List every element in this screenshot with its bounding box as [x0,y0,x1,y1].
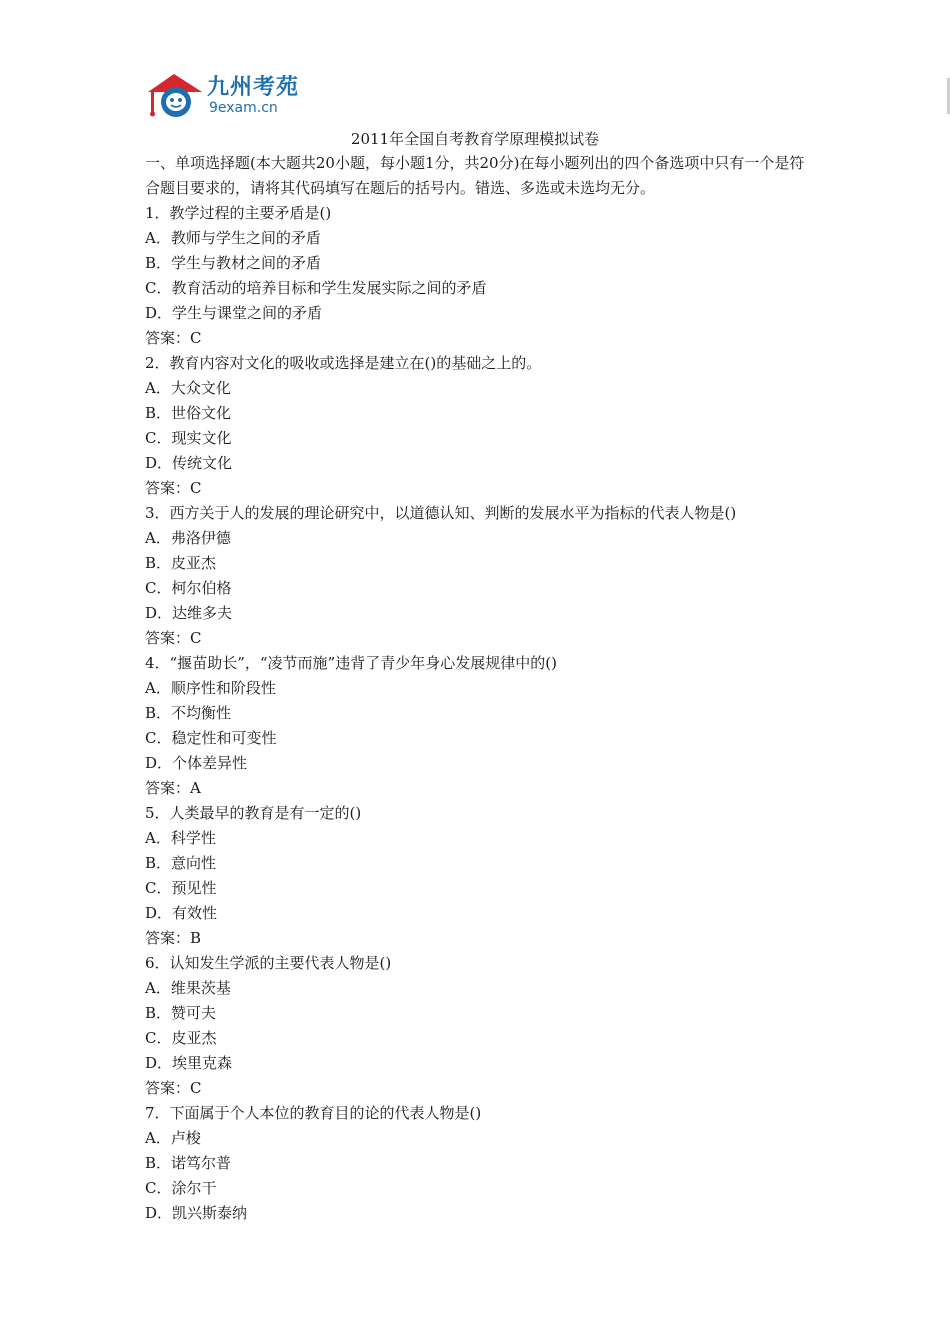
question-list [145,201,815,1226]
question-stem: 2．教育内容对文化的吸收或选择是建立在()的基础之上的。 [145,354,542,372]
answer-option: A．教师与学生之间的矛盾 [145,229,321,247]
answer-key: 答案：B [145,929,202,947]
answer-option: C．预见性 [145,879,217,897]
logo-site: 9exam.cn [209,100,278,116]
answer-option: C．教育活动的培养目标和学生发展实际之间的矛盾 [145,279,487,297]
answer-option: C．现实文化 [145,429,232,447]
answer-option: D．传统文化 [145,454,233,472]
answer-option: C．稳定性和可变性 [145,729,277,747]
question-item [145,351,815,501]
answer-key: 答案：C [145,629,202,647]
answer-option: A．维果茨基 [145,979,231,997]
document-title: 2011年全国自考教育学原理模拟试卷 [350,130,600,148]
site-logo [145,66,308,124]
answer-option: B．意向性 [145,854,217,872]
question-item [145,201,815,351]
answer-option: B．诺笃尔普 [145,1154,232,1172]
question-item [145,501,815,651]
question-stem: 7．下面属于个人本位的教育目的论的代表人物是() [145,1104,482,1122]
answer-option: D．学生与课堂之间的矛盾 [145,304,323,322]
question-item [145,1101,815,1226]
answer-option: B．赞可夫 [145,1004,217,1022]
question-stem: 5．人类最早的教育是有一定的() [145,804,362,822]
answer-option: B．学生与教材之间的矛盾 [145,254,322,272]
answer-option: C．涂尔干 [145,1179,217,1197]
question-stem: 3．西方关于人的发展的理论研究中，以道德认知、判断的发展水平为指标的代表人物是() [145,504,737,522]
question-stem: 6．认知发生学派的主要代表人物是() [145,954,392,972]
question-stem: 1．教学过程的主要矛盾是() [145,204,332,222]
question-item [145,951,815,1101]
answer-option: A．卢梭 [145,1129,201,1147]
answer-option: B．世俗文化 [145,404,232,422]
question-stem: 4．“揠苗助长”，“凌节而施”违背了青少年身心发展规律中的() [145,654,557,672]
answer-option: A．弗洛伊德 [145,529,231,547]
question-item [145,801,815,951]
answer-option: D．埃里克森 [145,1054,233,1072]
answer-option: C．柯尔伯格 [145,579,232,597]
section-instructions: 一、单项选择题(本大题共20小题，每小题1分，共20分)在每小题列出的四个备选项中只有一个是符合题目要求的，请将其代码填写在题后的括号内。错选、多选或未选均无分。 [145,154,805,197]
answer-option: C．皮亚杰 [145,1029,217,1047]
answer-key: 答案：A [145,779,201,797]
answer-option: A．大众文化 [145,379,231,397]
exam-content [145,151,815,1226]
answer-option: B．皮亚杰 [145,554,217,572]
answer-key: 答案：C [145,329,202,347]
answer-option: A．顺序性和阶段性 [145,679,276,697]
answer-option: A．科学性 [145,829,216,847]
answer-option: D．个体差异性 [145,754,248,772]
answer-key: 答案：C [145,1079,202,1097]
answer-option: D．有效性 [145,904,218,922]
logo-name: 九州考苑 [207,75,300,100]
answer-option: B．不均衡性 [145,704,232,722]
answer-option: D．凯兴斯泰纳 [145,1204,248,1222]
answer-key: 答案：C [145,479,202,497]
answer-option: D．达维多夫 [145,604,233,622]
question-item [145,651,815,801]
